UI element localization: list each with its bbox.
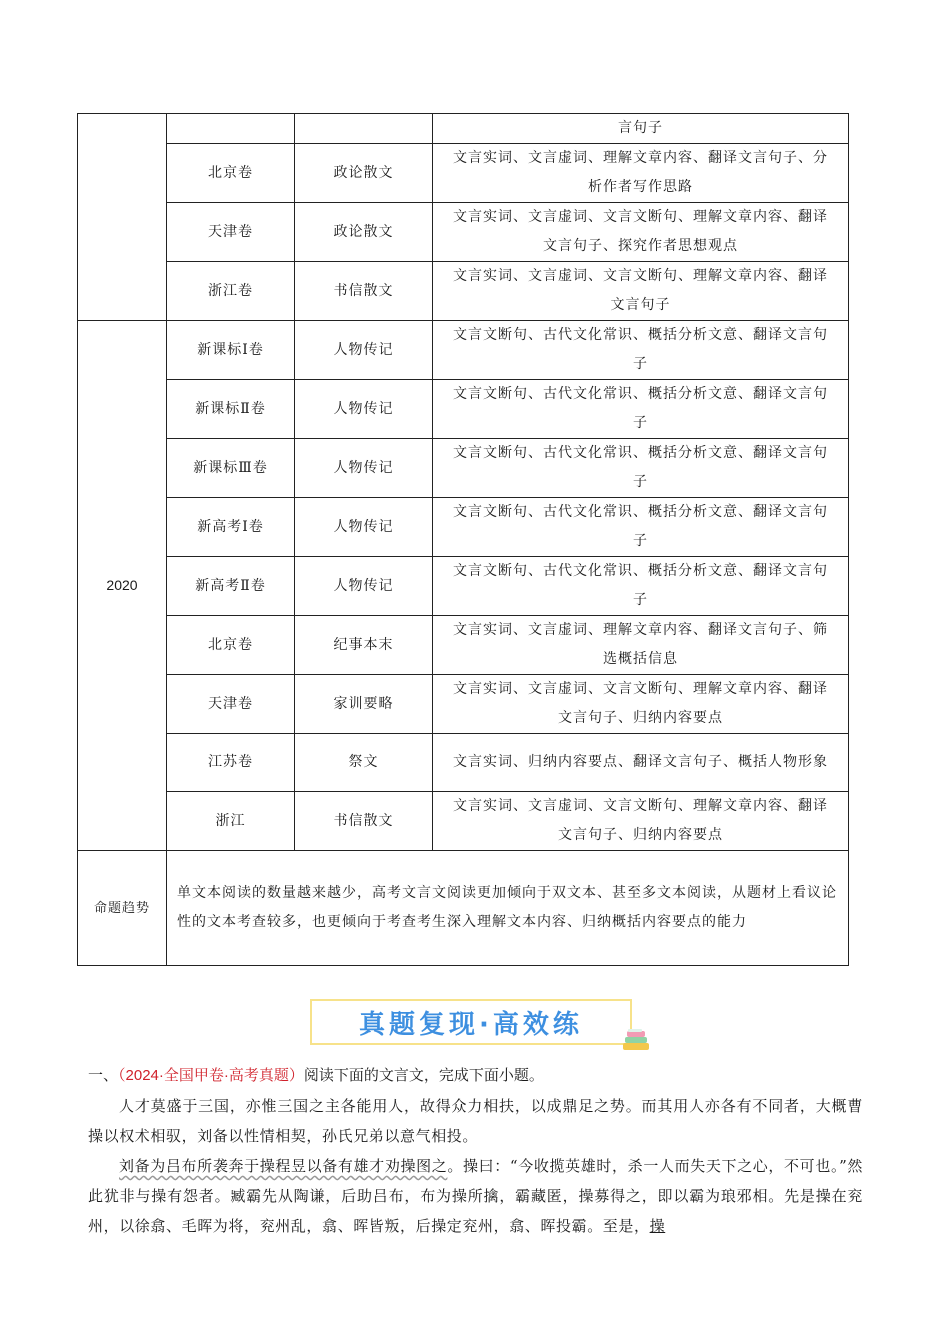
table-row xyxy=(78,675,849,734)
table-row xyxy=(78,792,849,851)
genre-cell: 人物传记 xyxy=(295,321,433,380)
paper-cell: 新高考Ⅰ卷 xyxy=(167,498,295,557)
desc-cell: 文言实词、文言虚词、理解文章内容、翻译文言句子、筛选概括信息 xyxy=(433,616,849,675)
genre-cell: 书信散文 xyxy=(295,262,433,321)
genre-cell: 书信散文 xyxy=(295,792,433,851)
desc-cell: 文言文断句、古代文化常识、概括分析文意、翻译文言句子 xyxy=(433,321,849,380)
genre-cell: 人物传记 xyxy=(295,380,433,439)
desc-cell: 文言实词、归纳内容要点、翻译文言句子、概括人物形象 xyxy=(433,734,849,792)
table-row xyxy=(78,439,849,498)
genre-cell: 家训要略 xyxy=(295,675,433,734)
desc-cell: 文言文断句、古代文化常识、概括分析文意、翻译文言句子 xyxy=(433,380,849,439)
desc-cell: 文言文断句、古代文化常识、概括分析文意、翻译文言句子 xyxy=(433,498,849,557)
paper-cell: 天津卷 xyxy=(167,203,295,262)
banner-title: 真题复现·高效练 xyxy=(359,1009,583,1040)
paper-cell: 新课标Ⅰ卷 xyxy=(167,321,295,380)
question-number: 一、 xyxy=(88,1066,119,1084)
year-cell-prev xyxy=(78,114,167,321)
wavy-underlined-sentence: 刘备为吕布所袭奔于操程昱以备有雄才劝操图之 xyxy=(119,1157,448,1175)
desc-cell: 文言实词、文言虚词、文言文断句、理解文章内容、翻译文言句子 xyxy=(433,262,849,321)
table-row xyxy=(78,144,849,203)
genre-cell: 人物传记 xyxy=(295,557,433,616)
paper-cell: 浙江卷 xyxy=(167,262,295,321)
desc-cell: 文言实词、文言虚词、理解文章内容、翻译文言句子、分析作者写作思路 xyxy=(433,144,849,203)
desc-cell: 文言文断句、古代文化常识、概括分析文意、翻译文言句子 xyxy=(433,557,849,616)
question-heading xyxy=(88,1065,544,1086)
table-row xyxy=(78,114,849,144)
table-row xyxy=(78,498,849,557)
passage-paragraph-1: 人才莫盛于三国，亦惟三国之主各能用人，故得众力相扶，以成鼎足之势。而其用人亦各有不同者，大概曹操以权术相驭，刘备以性情相契，孙氏兄弟以意气相投。 xyxy=(88,1097,863,1145)
paper-cell: 北京卷 xyxy=(167,144,295,203)
genre-cell: 政论散文 xyxy=(295,203,433,262)
trend-text: 单文本阅读的数量越来越少，高考文言文阅读更加倾向于双文本、甚至多文本阅读，从题材上看议论性的文本考查较多，也更倾向于考查考生深入理解文本内容、归纳概括内容要点的能力 xyxy=(167,851,849,966)
paper-cell: 新课标Ⅱ卷 xyxy=(167,380,295,439)
paper-cell xyxy=(167,114,295,144)
table-row xyxy=(78,557,849,616)
table-row xyxy=(78,262,849,321)
desc-cell: 言句子 xyxy=(433,114,849,144)
desc-cell: 文言实词、文言虚词、文言文断句、理解文章内容、翻译文言句子、探究作者思想观点 xyxy=(433,203,849,262)
table-row xyxy=(78,380,849,439)
underlined-text: 操 xyxy=(649,1217,666,1235)
genre-cell: 人物传记 xyxy=(295,498,433,557)
paper-cell: 新课标Ⅲ卷 xyxy=(167,439,295,498)
desc-cell: 文言实词、文言虚词、文言文断句、理解文章内容、翻译文言句子、归纳内容要点 xyxy=(433,675,849,734)
trend-row xyxy=(78,851,849,966)
table-row xyxy=(78,616,849,675)
section-banner xyxy=(310,999,632,1045)
passage-paragraph-2: 刘备为吕布所袭奔于操程昱以备有雄才劝操图之。操曰：“今收揽英雄时，杀一人而失天下之心，不可也。”然此犹非与操有怨者。臧霸先从陶谦，后助吕布，布为操所擒，霸藏匿，操募得之，即以霸为琅邪相。先是操在兖州，以徐翕、毛晖为将，兖州乱，翕、晖皆叛，后操定兖州，翕、晖投霸。至是，操 xyxy=(88,1157,863,1235)
genre-cell xyxy=(295,114,433,144)
question-instruction: 阅读下面的文言文，完成下面小题。 xyxy=(303,1066,544,1084)
paper-cell: 浙江 xyxy=(167,792,295,851)
table-row xyxy=(78,203,849,262)
table-row xyxy=(78,734,849,792)
year-cell: 2020 xyxy=(78,321,167,851)
paper-cell: 江苏卷 xyxy=(167,734,295,792)
exam-analysis-table xyxy=(77,113,849,966)
genre-cell: 政论散文 xyxy=(295,144,433,203)
table-row xyxy=(78,321,849,380)
desc-cell: 文言文断句、古代文化常识、概括分析文意、翻译文言句子 xyxy=(433,439,849,498)
genre-cell: 人物传记 xyxy=(295,439,433,498)
genre-cell: 纪事本末 xyxy=(295,616,433,675)
question-source: （2024·全国甲卷·高考真题） xyxy=(118,1067,304,1084)
paper-cell: 天津卷 xyxy=(167,675,295,734)
paper-cell: 北京卷 xyxy=(167,616,295,675)
paper-cell: 新高考Ⅱ卷 xyxy=(167,557,295,616)
genre-cell: 祭文 xyxy=(295,734,433,792)
books-icon xyxy=(620,1027,652,1053)
trend-label: 命题趋势 xyxy=(78,851,167,966)
desc-cell: 文言实词、文言虚词、文言文断句、理解文章内容、翻译文言句子、归纳内容要点 xyxy=(433,792,849,851)
